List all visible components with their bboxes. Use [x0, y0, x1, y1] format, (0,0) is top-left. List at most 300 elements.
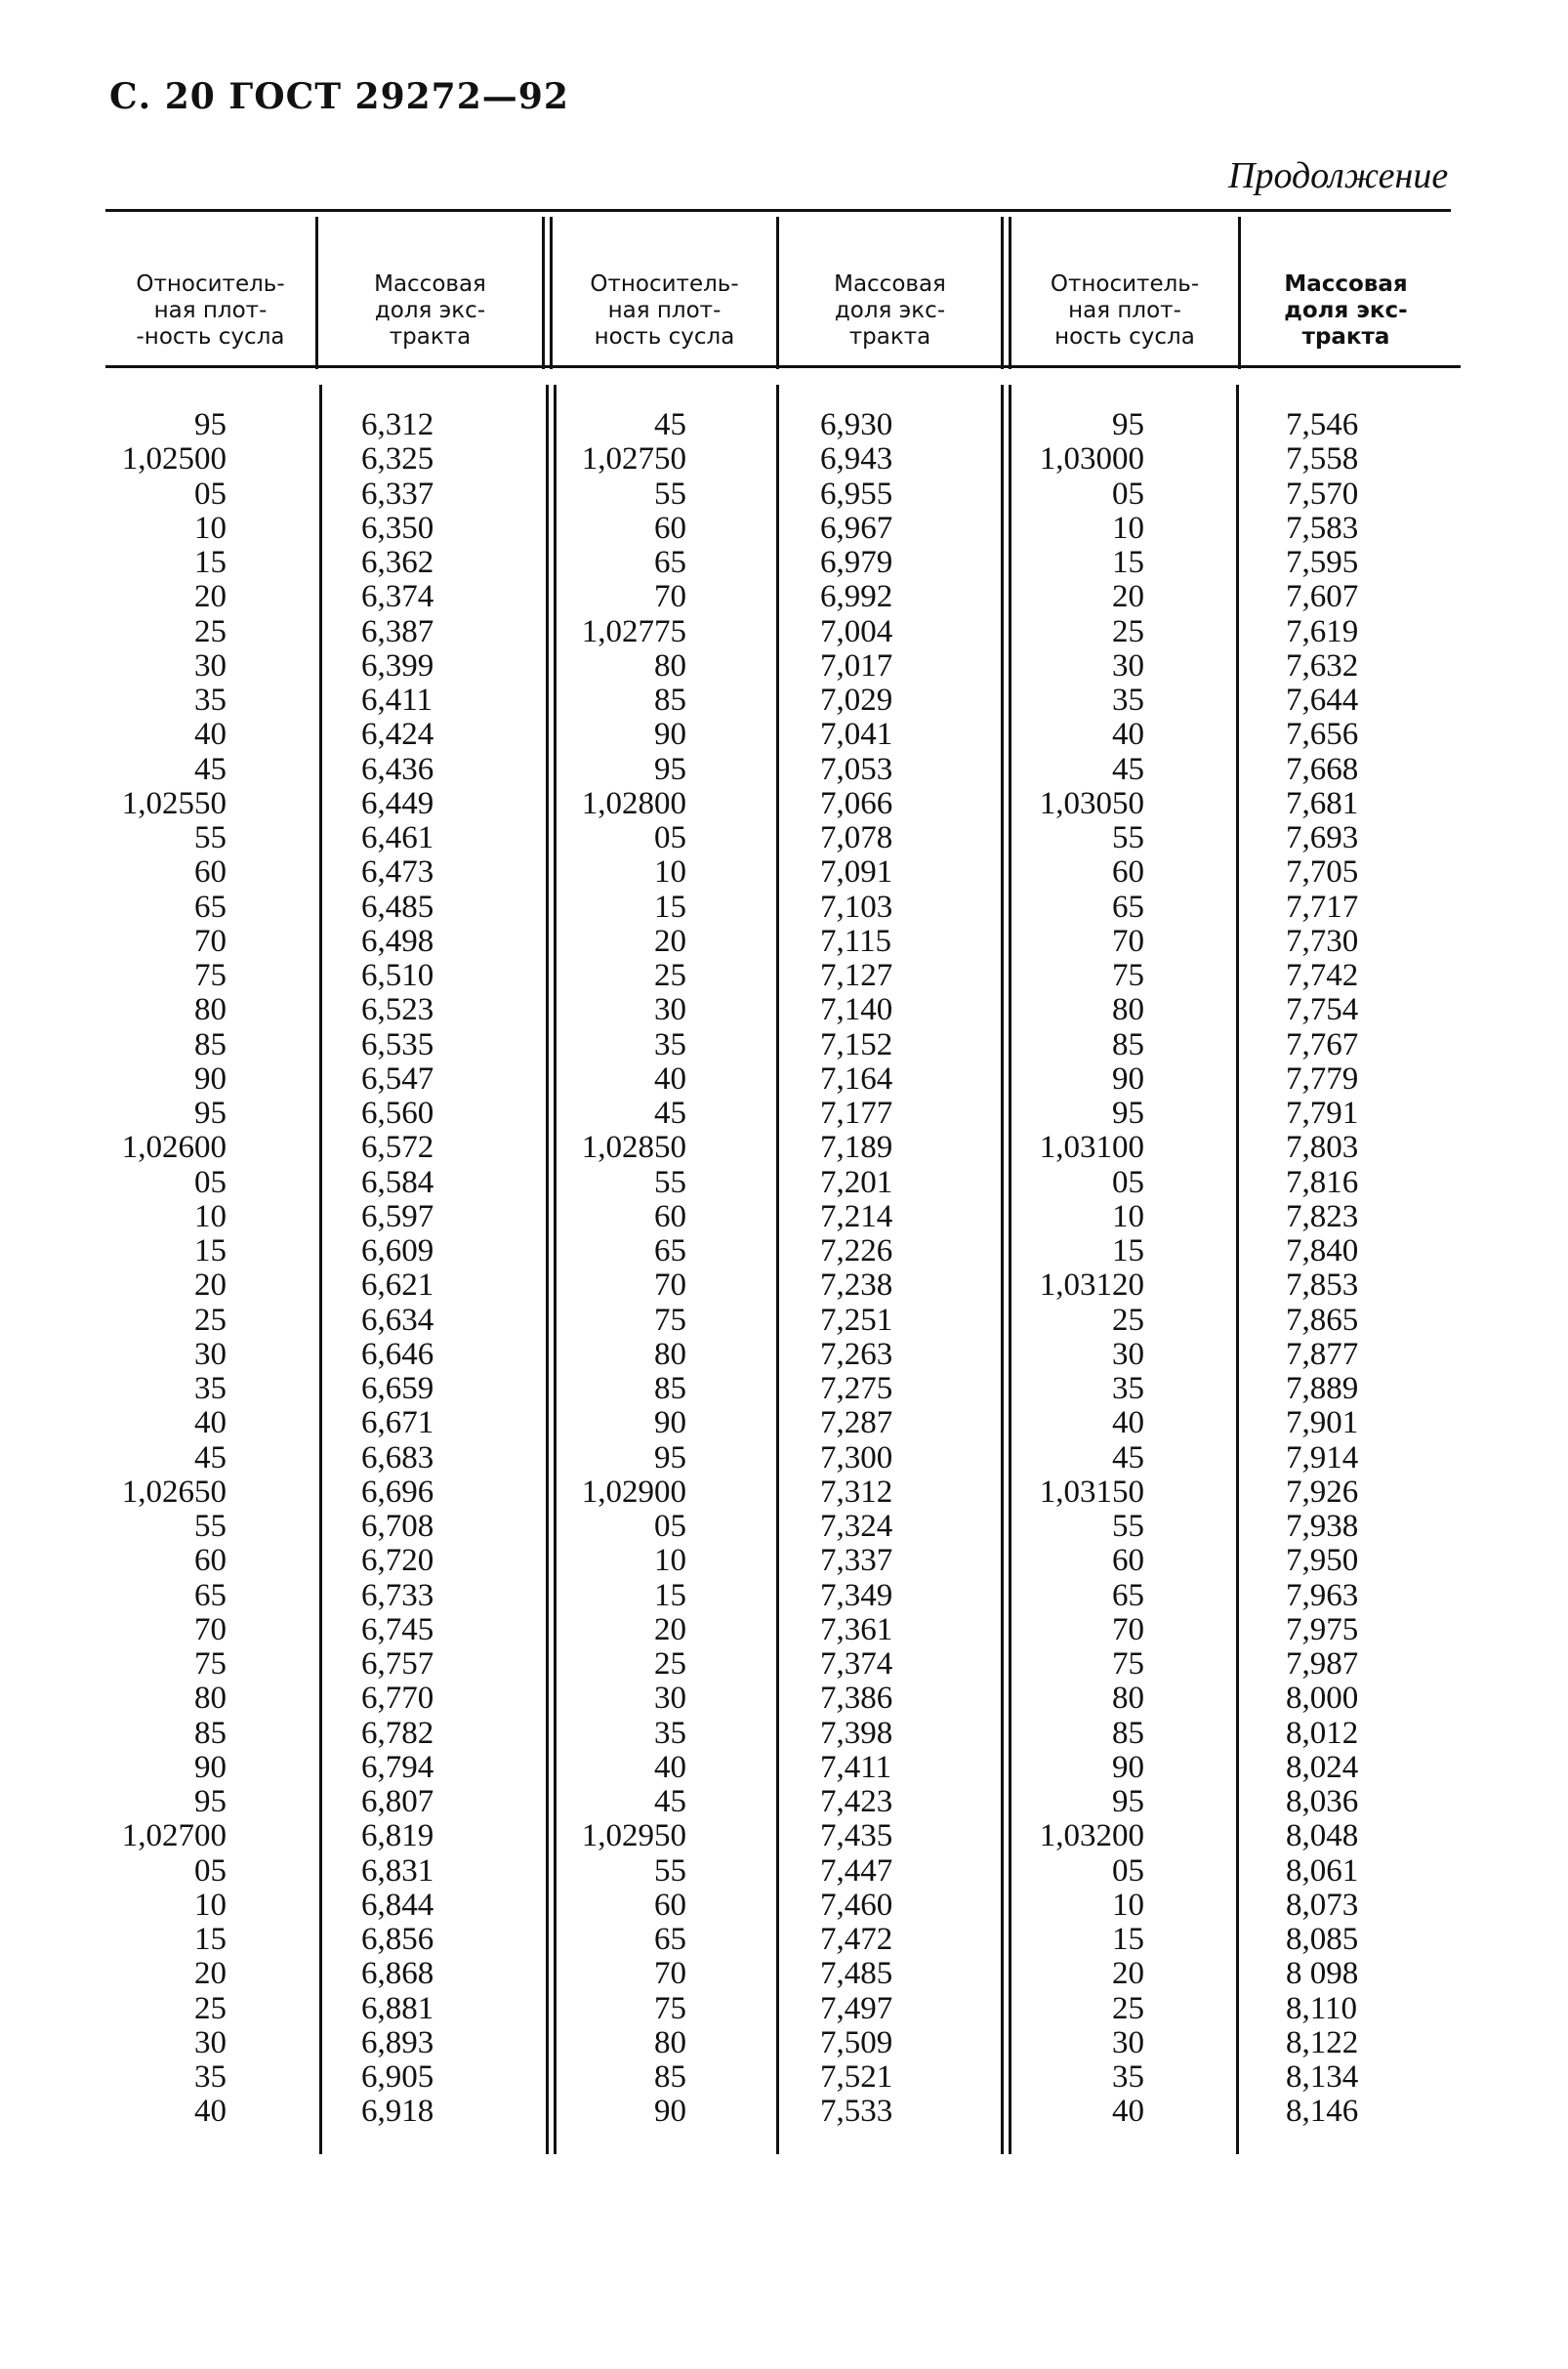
- extract-cell: 6,696: [361, 1474, 434, 1510]
- density-cell: 1,02775: [581, 613, 686, 649]
- header-line: Относитель-: [136, 270, 285, 297]
- density-cell: 1,03100: [1039, 1130, 1144, 1166]
- extract-cell: 7,987: [1286, 1646, 1359, 1682]
- extract-cell: 8,146: [1286, 2094, 1359, 2130]
- density-cell: 55: [654, 1852, 686, 1889]
- density-cell: 45: [194, 1439, 227, 1475]
- density-cell: 45: [654, 1096, 686, 1131]
- density-cell: 1,02700: [121, 1818, 227, 1854]
- extract-cell: 7,053: [820, 751, 893, 787]
- extract-cell: 7,324: [820, 1509, 893, 1544]
- extract-cell: 8,000: [1286, 1681, 1359, 1717]
- density-cell: 90: [194, 1749, 227, 1785]
- extract-cell: 7,029: [820, 683, 893, 718]
- density-cell: 75: [1112, 958, 1144, 993]
- extract-cell: 7,435: [820, 1818, 893, 1854]
- extract-cell: 7,840: [1286, 1233, 1359, 1268]
- density-cell: 90: [654, 717, 686, 753]
- extract-cell: 6,757: [361, 1646, 434, 1682]
- extract-cell: 6,782: [361, 1715, 434, 1751]
- extract-cell: 7,091: [820, 854, 893, 891]
- extract-cell: 6,485: [361, 889, 434, 925]
- header-line: Массовая: [834, 270, 946, 297]
- density-cell: 1,02600: [121, 1130, 227, 1166]
- density-cell: 45: [194, 751, 227, 787]
- extract-cell: 6,943: [820, 441, 893, 478]
- extract-cell: 6,683: [361, 1439, 434, 1475]
- density-cell: 65: [194, 1577, 227, 1613]
- extract-cell: 6,312: [361, 407, 434, 442]
- density-cell: 15: [194, 545, 227, 580]
- extract-cell: 7,226: [820, 1233, 893, 1268]
- density-cell: 90: [1112, 1749, 1144, 1785]
- extract-cell: 6,350: [361, 510, 434, 546]
- header-line: ная плот-: [153, 297, 268, 323]
- density-cell: 70: [1112, 923, 1144, 959]
- density-cell: 70: [194, 923, 227, 959]
- density-cell: 35: [1112, 1371, 1144, 1406]
- extract-cell: 8,024: [1286, 1749, 1359, 1785]
- extract-cell: 6,337: [361, 476, 434, 512]
- header-line: ность сусла: [594, 323, 735, 350]
- extract-cell: 6,461: [361, 820, 434, 855]
- density-cell: 75: [1112, 1646, 1144, 1682]
- density-cell: 05: [194, 1852, 227, 1889]
- density-cell: 95: [194, 1784, 227, 1819]
- extract-cell: 6,399: [361, 647, 434, 684]
- header-line: ная плот-: [607, 297, 722, 323]
- extract-cell: 6,424: [361, 717, 434, 753]
- extract-cell: 7,791: [1286, 1096, 1359, 1131]
- density-cell: 80: [194, 1681, 227, 1717]
- extract-cell: 6,547: [361, 1060, 434, 1097]
- density-cell: 25: [1112, 613, 1144, 649]
- density-cell: 10: [194, 1198, 227, 1234]
- density-cell: 30: [194, 2024, 227, 2060]
- density-cell: 85: [654, 1371, 686, 1406]
- extract-cell: 7,312: [820, 1474, 893, 1510]
- extract-cell: 7,533: [820, 2094, 893, 2130]
- density-cell: 95: [1112, 1784, 1144, 1819]
- extract-cell: 6,819: [361, 1818, 434, 1854]
- extract-cell: 7,816: [1286, 1164, 1359, 1200]
- density-cell: 15: [1112, 545, 1144, 580]
- density-cell: 65: [654, 1233, 686, 1268]
- density-cell: 45: [1112, 1439, 1144, 1475]
- density-cell: 45: [1112, 751, 1144, 787]
- density-cell: 25: [654, 958, 686, 993]
- density-cell: 25: [1112, 1990, 1144, 2026]
- density-cell: 10: [194, 1887, 227, 1923]
- extract-cell: 7,497: [820, 1990, 893, 2026]
- density-cell: 05: [1112, 1164, 1144, 1200]
- extract-cell: 7,901: [1286, 1405, 1359, 1441]
- density-cell: 80: [194, 992, 227, 1028]
- density-cell: 85: [194, 1715, 227, 1751]
- extract-cell: 7,411: [820, 1749, 892, 1785]
- density-cell: 25: [194, 1990, 227, 2026]
- header-line: Массовая: [1284, 270, 1408, 297]
- extract-cell: 8,012: [1286, 1715, 1359, 1751]
- body-divider: [319, 385, 322, 2154]
- extract-cell: 7,374: [820, 1646, 893, 1682]
- body-divider: [776, 385, 779, 2154]
- extract-cell: 6,868: [361, 1956, 434, 1992]
- density-cell: 55: [194, 1509, 227, 1544]
- density-cell: 30: [1112, 1336, 1144, 1372]
- extract-cell: 7,275: [820, 1371, 893, 1406]
- extract-cell: 7,668: [1286, 751, 1359, 787]
- header-line: доля экс-: [374, 297, 486, 323]
- header-line: Относитель-: [1050, 270, 1200, 297]
- density-cell: 1,03050: [1039, 785, 1144, 821]
- extract-cell: 7,558: [1286, 441, 1359, 478]
- density-cell: 85: [654, 2059, 686, 2095]
- extract-cell: 7,423: [820, 1784, 893, 1819]
- density-cell: 85: [194, 1026, 227, 1062]
- extract-cell: 6,597: [361, 1198, 434, 1234]
- density-cell: 35: [194, 2059, 227, 2095]
- density-cell: 40: [1112, 1405, 1144, 1441]
- extract-cell: 6,560: [361, 1096, 434, 1131]
- density-cell: 80: [654, 647, 686, 684]
- header-bottom-rule: [105, 365, 1461, 368]
- density-cell: 25: [654, 1646, 686, 1682]
- density-cell: 70: [654, 1956, 686, 1992]
- density-cell: 20: [1112, 1956, 1144, 1992]
- header-line: ность сусла: [1054, 323, 1195, 350]
- extract-cell: 6,498: [361, 923, 434, 959]
- density-cell: 75: [194, 1646, 227, 1682]
- header-line: ная плот-: [1068, 297, 1181, 323]
- extract-cell: 6,646: [361, 1336, 434, 1372]
- extract-cell: 6,881: [361, 1990, 434, 2026]
- extract-cell: 8,061: [1286, 1852, 1359, 1889]
- extract-cell: 7,472: [820, 1922, 893, 1957]
- density-cell: 70: [194, 1611, 227, 1647]
- density-cell: 15: [654, 1577, 686, 1613]
- density-cell: 90: [654, 1405, 686, 1441]
- extract-cell: 7,287: [820, 1405, 893, 1441]
- extract-cell: 7,201: [820, 1164, 893, 1200]
- density-cell: 25: [194, 613, 227, 649]
- extract-cell: 7,742: [1286, 958, 1359, 993]
- extract-cell: 7,607: [1286, 579, 1359, 615]
- extract-cell: 7,975: [1286, 1611, 1359, 1647]
- density-cell: 20: [654, 1611, 686, 1647]
- density-cell: 60: [654, 510, 686, 546]
- density-cell: 70: [654, 1268, 686, 1304]
- density-cell: 95: [654, 751, 686, 787]
- extract-column-header: [318, 256, 542, 365]
- density-column: [105, 408, 227, 2130]
- extract-cell: 7,865: [1286, 1302, 1359, 1338]
- extract-cell: 7,152: [820, 1026, 893, 1062]
- extract-cell: 6,720: [361, 1543, 434, 1579]
- extract-cell: 6,967: [820, 510, 893, 546]
- continuation-label: Продолжение: [1228, 155, 1449, 196]
- density-cell: 80: [1112, 1681, 1144, 1717]
- density-cell: 1,02800: [581, 785, 686, 821]
- extract-cell: 6,708: [361, 1509, 434, 1544]
- density-cell: 1,02850: [581, 1130, 686, 1166]
- density-cell: 55: [194, 820, 227, 855]
- density-cell: 10: [1112, 1887, 1144, 1923]
- density-cell: 1,02950: [581, 1818, 686, 1854]
- extract-cell: 7,656: [1286, 717, 1359, 753]
- extract-cell: 7,730: [1286, 923, 1359, 959]
- extract-cell: 6,436: [361, 751, 434, 787]
- density-cell: 20: [194, 579, 227, 615]
- extract-cell: 7,853: [1286, 1268, 1359, 1304]
- density-cell: 55: [654, 1164, 686, 1200]
- extract-cell: 6,979: [820, 545, 893, 580]
- density-cell: 65: [1112, 1577, 1144, 1613]
- density-cell: 1,03150: [1039, 1474, 1144, 1510]
- density-cell: 1,02750: [581, 441, 686, 478]
- extract-cell: 7,041: [820, 717, 893, 753]
- density-cell: 25: [1112, 1302, 1144, 1338]
- density-cell: 20: [1112, 579, 1144, 615]
- header-line: тракта: [389, 323, 472, 350]
- density-cell: 40: [654, 1749, 686, 1785]
- density-cell: 70: [1112, 1611, 1144, 1647]
- header-line: доля экс-: [834, 297, 946, 323]
- extract-cell: 7,938: [1286, 1509, 1359, 1544]
- density-cell: 35: [1112, 683, 1144, 718]
- density-cell: 60: [194, 1543, 227, 1579]
- density-column-header: [553, 256, 776, 365]
- density-cell: 10: [194, 510, 227, 546]
- extract-cell: 7,877: [1286, 1336, 1359, 1372]
- extract-cell: 7,926: [1286, 1474, 1359, 1510]
- extract-cell: 7,950: [1286, 1543, 1359, 1579]
- body-group-divider: [1001, 385, 1004, 2154]
- density-cell: 30: [194, 647, 227, 684]
- extract-cell: 7,717: [1286, 889, 1359, 925]
- extract-cell: 7,017: [820, 647, 893, 684]
- extract-cell: 7,398: [820, 1715, 893, 1751]
- header-line: Относитель-: [590, 270, 739, 297]
- extract-cell: 7,963: [1286, 1577, 1359, 1613]
- extract-cell: 8,073: [1286, 1887, 1359, 1923]
- extract-cell: 7,546: [1286, 407, 1359, 442]
- density-cell: 60: [654, 1887, 686, 1923]
- extract-cell: 6,510: [361, 958, 434, 993]
- extract-cell: 6,831: [361, 1852, 434, 1889]
- extract-cell: 6,572: [361, 1130, 434, 1166]
- extract-cell: 7,164: [820, 1060, 893, 1097]
- density-cell: 95: [194, 1096, 227, 1131]
- extract-cell: 6,930: [820, 407, 893, 442]
- extract-column: [361, 408, 508, 2130]
- extract-cell: 6,671: [361, 1405, 434, 1441]
- density-cell: 40: [654, 1060, 686, 1097]
- density-cell: 55: [654, 476, 686, 512]
- extract-cell: 7,337: [820, 1543, 893, 1579]
- extract-cell: 6,918: [361, 2094, 434, 2130]
- density-cell: 05: [1112, 1852, 1144, 1889]
- density-cell: 55: [1112, 820, 1144, 855]
- extract-cell: 6,523: [361, 992, 434, 1028]
- density-cell: 85: [1112, 1026, 1144, 1062]
- density-cell: 1,02550: [121, 785, 227, 821]
- density-cell: 1,02500: [121, 441, 227, 478]
- extract-cell: 6,893: [361, 2024, 434, 2060]
- density-cell: 1,03120: [1039, 1268, 1144, 1304]
- extract-cell: 6,905: [361, 2059, 434, 2095]
- density-cell: 20: [654, 923, 686, 959]
- extract-cell: 6,584: [361, 1164, 434, 1200]
- header-line: -ность сусла: [136, 323, 285, 350]
- density-cell: 75: [654, 1302, 686, 1338]
- extract-cell: 6,745: [361, 1611, 434, 1647]
- density-cell: 90: [654, 2094, 686, 2130]
- density-cell: 75: [654, 1990, 686, 2026]
- extract-cell: 8,036: [1286, 1784, 1359, 1819]
- extract-column-header: [1241, 256, 1451, 365]
- body-group-divider: [546, 385, 549, 2154]
- density-cell: 20: [194, 1956, 227, 1992]
- extract-cell: 7,823: [1286, 1198, 1359, 1234]
- density-cell: 80: [1112, 992, 1144, 1028]
- extract-cell: 6,856: [361, 1922, 434, 1957]
- extract-cell: 7,140: [820, 992, 893, 1028]
- density-cell: 30: [1112, 2024, 1144, 2060]
- density-cell: 90: [1112, 1060, 1144, 1097]
- extract-cell: 7,238: [820, 1268, 893, 1304]
- extract-cell: 6,609: [361, 1233, 434, 1268]
- density-cell: 15: [194, 1922, 227, 1957]
- extract-cell: 6,387: [361, 613, 434, 649]
- density-cell: 85: [1112, 1715, 1144, 1751]
- density-cell: 35: [1112, 2059, 1144, 2095]
- density-cell: 15: [1112, 1233, 1144, 1268]
- extract-cell: 6,955: [820, 476, 893, 512]
- extract-cell: 6,659: [361, 1371, 434, 1406]
- density-cell: 1,03200: [1039, 1818, 1144, 1854]
- extract-cell: 7,349: [820, 1577, 893, 1613]
- table-top-rule: [105, 209, 1451, 212]
- extract-cell: 8,110: [1286, 1990, 1358, 2026]
- extract-cell: 6,325: [361, 441, 434, 478]
- density-cell: 65: [194, 889, 227, 925]
- header-group-divider: [1001, 217, 1004, 369]
- header-line: тракта: [1301, 323, 1390, 350]
- extract-cell: 7,214: [820, 1198, 893, 1234]
- extract-cell: 7,914: [1286, 1439, 1359, 1475]
- density-cell: 60: [654, 1198, 686, 1234]
- extract-cell: 7,693: [1286, 820, 1359, 855]
- density-cell: 10: [654, 854, 686, 891]
- extract-cell: 7,509: [820, 2024, 893, 2060]
- extract-cell: 7,263: [820, 1336, 893, 1372]
- extract-cell: 7,632: [1286, 647, 1359, 684]
- extract-cell: 8,048: [1286, 1818, 1359, 1854]
- density-cell: 95: [654, 1439, 686, 1475]
- extract-cell: 7,386: [820, 1681, 893, 1717]
- density-column: [1011, 408, 1144, 2130]
- density-cell: 80: [654, 1336, 686, 1372]
- density-cell: 15: [654, 889, 686, 925]
- extract-cell: 8,085: [1286, 1922, 1359, 1957]
- density-cell: 30: [654, 992, 686, 1028]
- density-cell: 30: [194, 1336, 227, 1372]
- density-cell: 95: [194, 407, 227, 442]
- extract-cell: 7,103: [820, 889, 893, 925]
- extract-cell: 6,535: [361, 1026, 434, 1062]
- extract-cell: 7,115: [820, 923, 892, 959]
- density-cell: 1,03000: [1039, 441, 1144, 478]
- header-group-divider: [542, 217, 545, 369]
- extract-cell: 6,374: [361, 579, 434, 615]
- extract-column: [820, 408, 967, 2130]
- extract-cell: 7,803: [1286, 1130, 1359, 1166]
- density-cell: 30: [654, 1681, 686, 1717]
- density-cell: 10: [1112, 510, 1144, 546]
- density-cell: 40: [1112, 717, 1144, 753]
- density-cell: 35: [194, 1371, 227, 1406]
- density-cell: 40: [194, 2094, 227, 2130]
- extract-cell: 7,127: [820, 958, 893, 993]
- density-cell: 1,02900: [581, 1474, 686, 1510]
- extract-cell: 7,447: [820, 1852, 893, 1889]
- extract-cell: 7,754: [1286, 992, 1359, 1028]
- density-cell: 90: [194, 1060, 227, 1097]
- extract-cell: 6,992: [820, 579, 893, 615]
- extract-cell: 8,134: [1286, 2059, 1359, 2095]
- density-cell: 65: [654, 545, 686, 580]
- density-cell: 35: [654, 1026, 686, 1062]
- extract-column-header: [779, 256, 1001, 365]
- density-cell: 60: [194, 854, 227, 891]
- density-cell: 65: [1112, 889, 1144, 925]
- extract-cell: 6,733: [361, 1577, 434, 1613]
- density-cell: 70: [654, 579, 686, 615]
- density-cell: 45: [654, 407, 686, 442]
- body-divider: [1236, 385, 1239, 2154]
- extract-cell: 6,844: [361, 1887, 434, 1923]
- extract-cell: 7,361: [820, 1611, 893, 1647]
- density-column-header: [1011, 256, 1238, 365]
- density-cell: 05: [654, 820, 686, 855]
- extract-cell: 7,189: [820, 1130, 893, 1166]
- density-cell: 60: [1112, 854, 1144, 891]
- density-cell: 10: [654, 1543, 686, 1579]
- density-cell: 40: [1112, 2094, 1144, 2130]
- extract-cell: 8,122: [1286, 2024, 1359, 2060]
- density-cell: 1,02650: [121, 1474, 227, 1510]
- density-cell: 85: [654, 683, 686, 718]
- header-line: Массовая: [374, 270, 486, 297]
- extract-cell: 7,460: [820, 1887, 893, 1923]
- extract-cell: 7,485: [820, 1956, 893, 1992]
- extract-cell: 7,583: [1286, 510, 1359, 546]
- extract-cell: 7,004: [820, 613, 893, 649]
- extract-cell: 7,251: [820, 1302, 893, 1338]
- density-cell: 15: [1112, 1922, 1144, 1957]
- density-cell: 40: [194, 717, 227, 753]
- density-cell: 30: [1112, 647, 1144, 684]
- extract-cell: 7,066: [820, 785, 893, 821]
- extract-cell: 7,595: [1286, 545, 1359, 580]
- density-column: [553, 408, 686, 2130]
- density-cell: 60: [1112, 1543, 1144, 1579]
- extract-cell: 7,300: [820, 1439, 893, 1475]
- extract-cell: 7,570: [1286, 476, 1359, 512]
- header-line: тракта: [848, 323, 931, 350]
- density-cell: 80: [654, 2024, 686, 2060]
